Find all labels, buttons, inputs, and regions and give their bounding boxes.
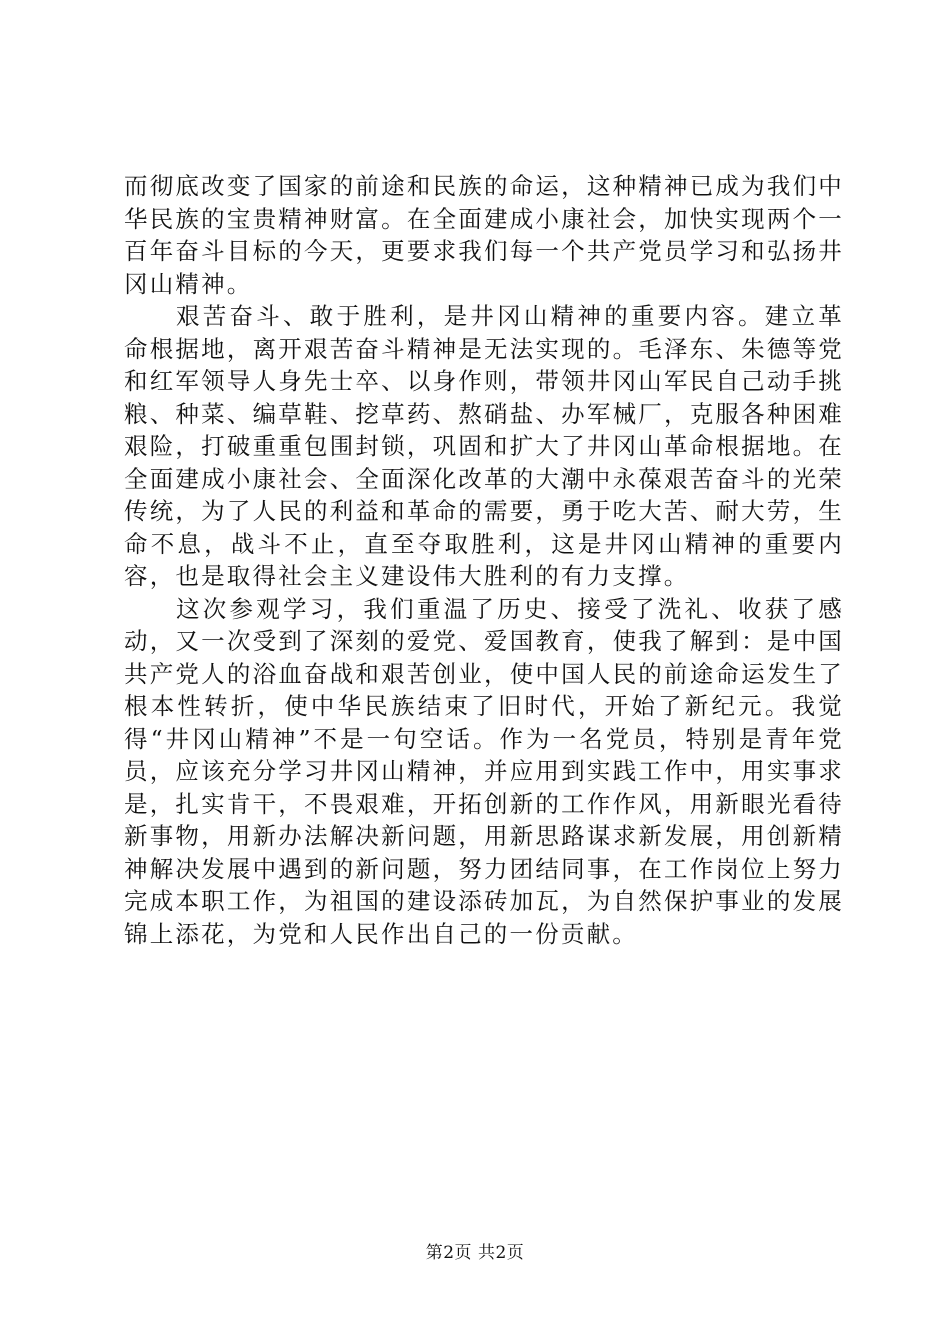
paragraph-3: 这次参观学习，我们重温了历史、接受了洗礼、收获了感动，又一次受到了深刻的爱党、爱国教育，使我了解到：是中国共产党人的浴血奋战和艰苦创业，使中国人民的前途命运发生了根本性转折，使中华民族结束了旧时代，开始了新纪元。我觉得“井冈山精神”不是一句空话。作为一名党员，特别是青年党员，应该充分学习井冈山精神，并应用到实践工作中，用实事求是，扎实肯干，不畏艰难，开拓创新的工作作风，用新眼光看待新事物，用新办法解决新问题，用新思路谋求新发展，用创新精神解决发展中遇到的新问题，努力团结同事，在工作岗位上努力完成本职工作，为祖国的建设添砖加瓦，为自然保护事业的发展锦上添花，为党和人民作出自己的一份贡献。	[124, 594, 844, 948]
paragraph-2: 艰苦奋斗、敢于胜利，是井冈山精神的重要内容。建立革命根据地，离开艰苦奋斗精神是无法实现的。毛泽东、朱德等党和红军领导人身先士卒、以身作则，带领井冈山军民自己动手挑粮、种菜、编草鞋、挖草药、熬硝盐、办军械厂，克服各种困难艰险，打破重重包围封锁，巩固和扩大了井冈山革命根据地。在全面建成小康社会、全面深化改革的大潮中永葆艰苦奋斗的光荣传统，为了人民的利益和革命的需要，勇于吃大苦、耐大劳，生命不息，战斗不止，直至夺取胜利，这是井冈山精神的重要内容，也是取得社会主义建设伟大胜利的有力支撑。	[124, 302, 844, 590]
paragraph-1: 而彻底改变了国家的前途和民族的命运，这种精神已成为我们中华民族的宝贵精神财富。在全面建成小康社会，加快实现两个一百年奋斗目标的今天，更要求我们每一个共产党员学习和弘扬井冈山精神。	[124, 172, 844, 298]
page-footer	[0, 1242, 950, 1264]
document-body	[124, 170, 844, 950]
page-number-label: 第2页 共2页	[425, 1243, 525, 1263]
